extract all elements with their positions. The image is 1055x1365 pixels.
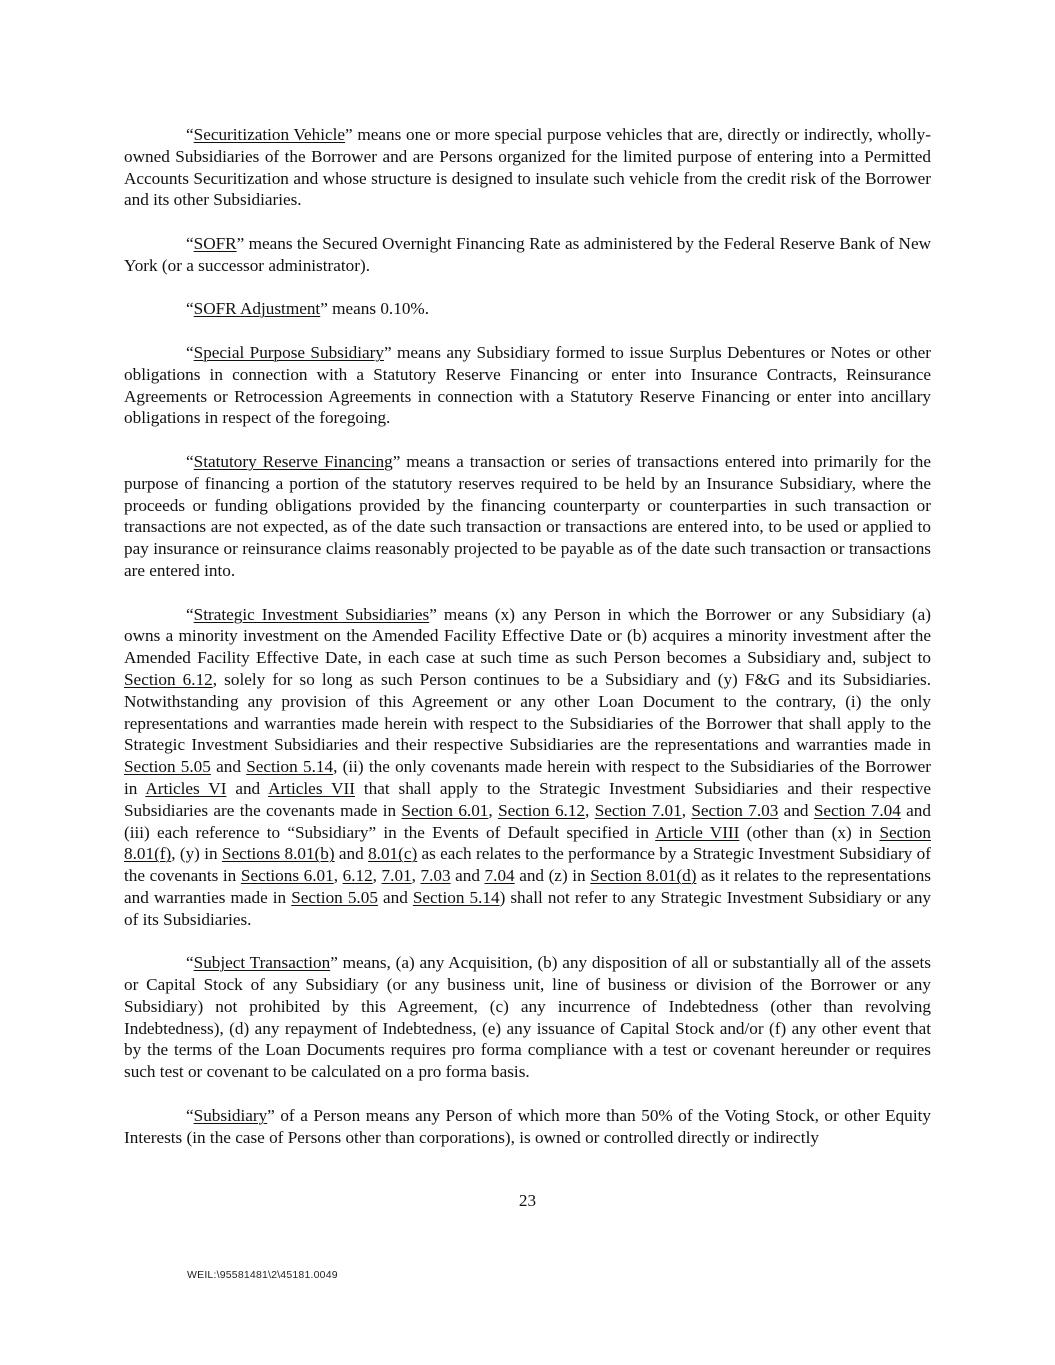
- cross-reference-link[interactable]: Section 5.14: [412, 887, 500, 907]
- definition-text: ” means a transaction or series of transactions entered into primarily for the purpose of financing a portion of the statutory reserves required to be held by an Insurance Subsidiary, where the proceeds or funding obligations provided by the financing counterparty or counterparties in such transaction or transactions are not expected, as of the date such transaction or transactions are entered into, to be used or applied to pay insurance or reinsurance claims reasonably projected to be payable as of the date such transaction or transactions are entered into.: [124, 451, 931, 580]
- definition-text: and: [210, 757, 247, 777]
- document-body: [124, 124, 931, 1170]
- definition-securitization-vehicle: [124, 124, 931, 211]
- definition-text: “: [186, 451, 194, 471]
- page-number: 23: [518, 1191, 537, 1210]
- definition-text: as each relates to the performance by a Strategic Investment Subsidiary of the covenants in: [124, 844, 931, 886]
- definition-text: ” means any Subsidiary formed to issue Surplus Debentures or Notes or other obligations in connection with a Statutory Reserve Financing or enter into Insurance Contracts, Reinsurance Agreements or Retrocession Agreements in connection with a Statutory Reserve Financing or enter into ancillary obligations in respect of the foregoing.: [124, 342, 931, 428]
- defined-term: Special Purpose Subsidiary: [193, 342, 384, 362]
- cross-reference-link[interactable]: Section 5.14: [246, 757, 334, 777]
- definition-text: and: [226, 778, 269, 798]
- definition-text: and: [778, 800, 814, 820]
- cross-reference-link[interactable]: 6.12: [342, 866, 373, 886]
- definition-text: and: [450, 866, 485, 886]
- cross-reference-link[interactable]: Section 6.12: [498, 800, 586, 820]
- defined-term: Securitization Vehicle: [193, 125, 346, 144]
- definition-statutory-reserve-financing: [124, 451, 931, 582]
- defined-term: Subject Transaction: [193, 953, 331, 973]
- definition-text: “: [186, 342, 194, 362]
- definition-text: , solely for so long as such Person continues to be a Subsidiary and (y) F&G and its Subsidiaries. Notwithstanding any provision of this Agreement or any other Loan Document to the contrary, (i) the only representations and warranties made herein with respect to the Subsidiaries of the Borrower that shall apply to the Strategic Investment Subsidiaries and their respective Subsidiaries are the representations and warranties made in: [124, 669, 931, 755]
- definition-sofr-adjustment: [124, 298, 931, 320]
- definition-text: ” of a Person means any Person of which more than 50% of the Voting Stock, or other Equity Interests (in the case of Persons other than corporations), is owned or controlled directly or indirectly: [124, 1105, 931, 1147]
- definition-text: ” means (x) any Person in which the Borrower or any Subsidiary (a) owns a minority investment on the Amended Facility Effective Date or (b) acquires a minority investment after the Amended Facility Effective Date, in each case at such time as such Person becomes a Subsidiary and, subject to: [124, 604, 931, 668]
- definition-text: as it relates to the representations and warranties made in: [124, 866, 932, 907]
- document-footer-id: WEIL:\95581481\2\45181.0049: [187, 1269, 338, 1281]
- definition-text: that shall apply to the Strategic Investment Subsidiaries and their respective Subsidiaries are the covenants made in: [124, 778, 931, 820]
- defined-term: Statutory Reserve Financing: [193, 451, 393, 471]
- definition-sofr: [124, 233, 931, 277]
- definition-text: , (ii) the only covenants made herein with respect to the Subsidiaries of the Borrower in: [124, 757, 931, 798]
- definition-text: ,: [333, 866, 343, 886]
- definition-text: ,: [681, 800, 692, 820]
- cross-reference-link[interactable]: 7.04: [484, 866, 515, 886]
- cross-reference-link[interactable]: Section 6.01: [401, 800, 489, 820]
- cross-reference-link[interactable]: 7.03: [420, 866, 451, 886]
- cross-reference-link[interactable]: Section 8.01(d): [590, 866, 697, 886]
- definition-text: , (y) in: [171, 844, 222, 864]
- definition-text: ,: [585, 800, 595, 820]
- definition-text: and: [377, 887, 413, 907]
- definition-text: and: [334, 844, 369, 864]
- defined-term: SOFR: [193, 233, 237, 253]
- defined-term: SOFR Adjustment: [193, 299, 321, 319]
- cross-reference-link[interactable]: Sections 6.01: [240, 866, 334, 886]
- cross-reference-link[interactable]: 7.01: [381, 866, 412, 886]
- cross-reference-link[interactable]: Section 8.01(f): [124, 822, 931, 864]
- definition-text: “: [186, 1105, 194, 1125]
- definition-text: ” means the Secured Overnight Financing Rate as administered by the Federal Reserve Bank of New York (or a successor administrator).: [124, 233, 931, 275]
- cross-reference-link[interactable]: Section 5.05: [291, 887, 378, 907]
- cross-reference-link[interactable]: Section 7.01: [594, 800, 682, 820]
- cross-reference-link[interactable]: Section 5.05: [124, 757, 211, 777]
- cross-reference-link[interactable]: Articles VII: [268, 778, 355, 798]
- definition-strategic-investment-subsidiaries: [124, 604, 931, 931]
- cross-reference-link[interactable]: Section 7.04: [813, 800, 901, 820]
- definition-text: and (iii) each reference to “Subsidiary” in the Events of Default specified in: [124, 800, 931, 842]
- cross-reference-link[interactable]: 8.01(c): [368, 844, 418, 864]
- definition-text: “: [186, 604, 194, 624]
- definition-subject-transaction: [124, 952, 931, 1083]
- cross-reference-link[interactable]: Article VIII: [655, 822, 740, 842]
- cross-reference-link[interactable]: Sections 8.01(b): [221, 844, 335, 864]
- definition-text: ) shall not refer to any Strategic Investment Subsidiary or any of its Subsidiaries.: [124, 887, 932, 929]
- definition-text: “: [186, 233, 194, 253]
- defined-term: Strategic Investment Subsidiaries: [193, 604, 430, 624]
- definition-text: ,: [411, 866, 421, 886]
- definition-text: ” means one or more special purpose vehicles that are, directly or indirectly, wholly-owned Subsidiaries of the Borrower and are Persons organized for the limited purpose of entering into a Permitted Accounts Securitization and whose structure is designed to insulate such vehicle from the credit risk of the Borrower and its other Subsidiaries.: [124, 125, 931, 210]
- definition-subsidiary: [124, 1105, 931, 1149]
- cross-reference-link[interactable]: Articles VI: [145, 778, 227, 798]
- definition-text: (other than (x) in: [739, 822, 880, 842]
- definition-text: ” means 0.10%.: [320, 299, 430, 319]
- definition-text: ,: [372, 866, 382, 886]
- defined-term: Subsidiary: [193, 1105, 268, 1125]
- definition-text: “: [186, 125, 194, 144]
- definition-text: and (z) in: [514, 866, 591, 886]
- definition-text: ,: [488, 800, 499, 820]
- cross-reference-link[interactable]: Section 6.12: [124, 669, 213, 689]
- definition-text: “: [186, 953, 194, 973]
- cross-reference-link[interactable]: Section 7.03: [691, 800, 779, 820]
- definition-special-purpose-subsidiary: [124, 342, 931, 429]
- definition-text: “: [186, 299, 194, 319]
- definition-text: ” means, (a) any Acquisition, (b) any disposition of all or substantially all of the assets or Capital Stock of any Subsidiary (or any business unit, line of business or division of the Borrower or any Subsidiary) not prohibited by this Agreement, (c) any incurrence of Indebtedness (other than revolving Indebtedness), (d) any repayment of Indebtedness, (e) any issuance of Capital Stock and/or (f) any other event that by the terms of the Loan Documents requires pro forma compliance with a test or covenant hereunder or requires such test or covenant to be calculated on a pro forma basis.: [124, 953, 931, 1082]
